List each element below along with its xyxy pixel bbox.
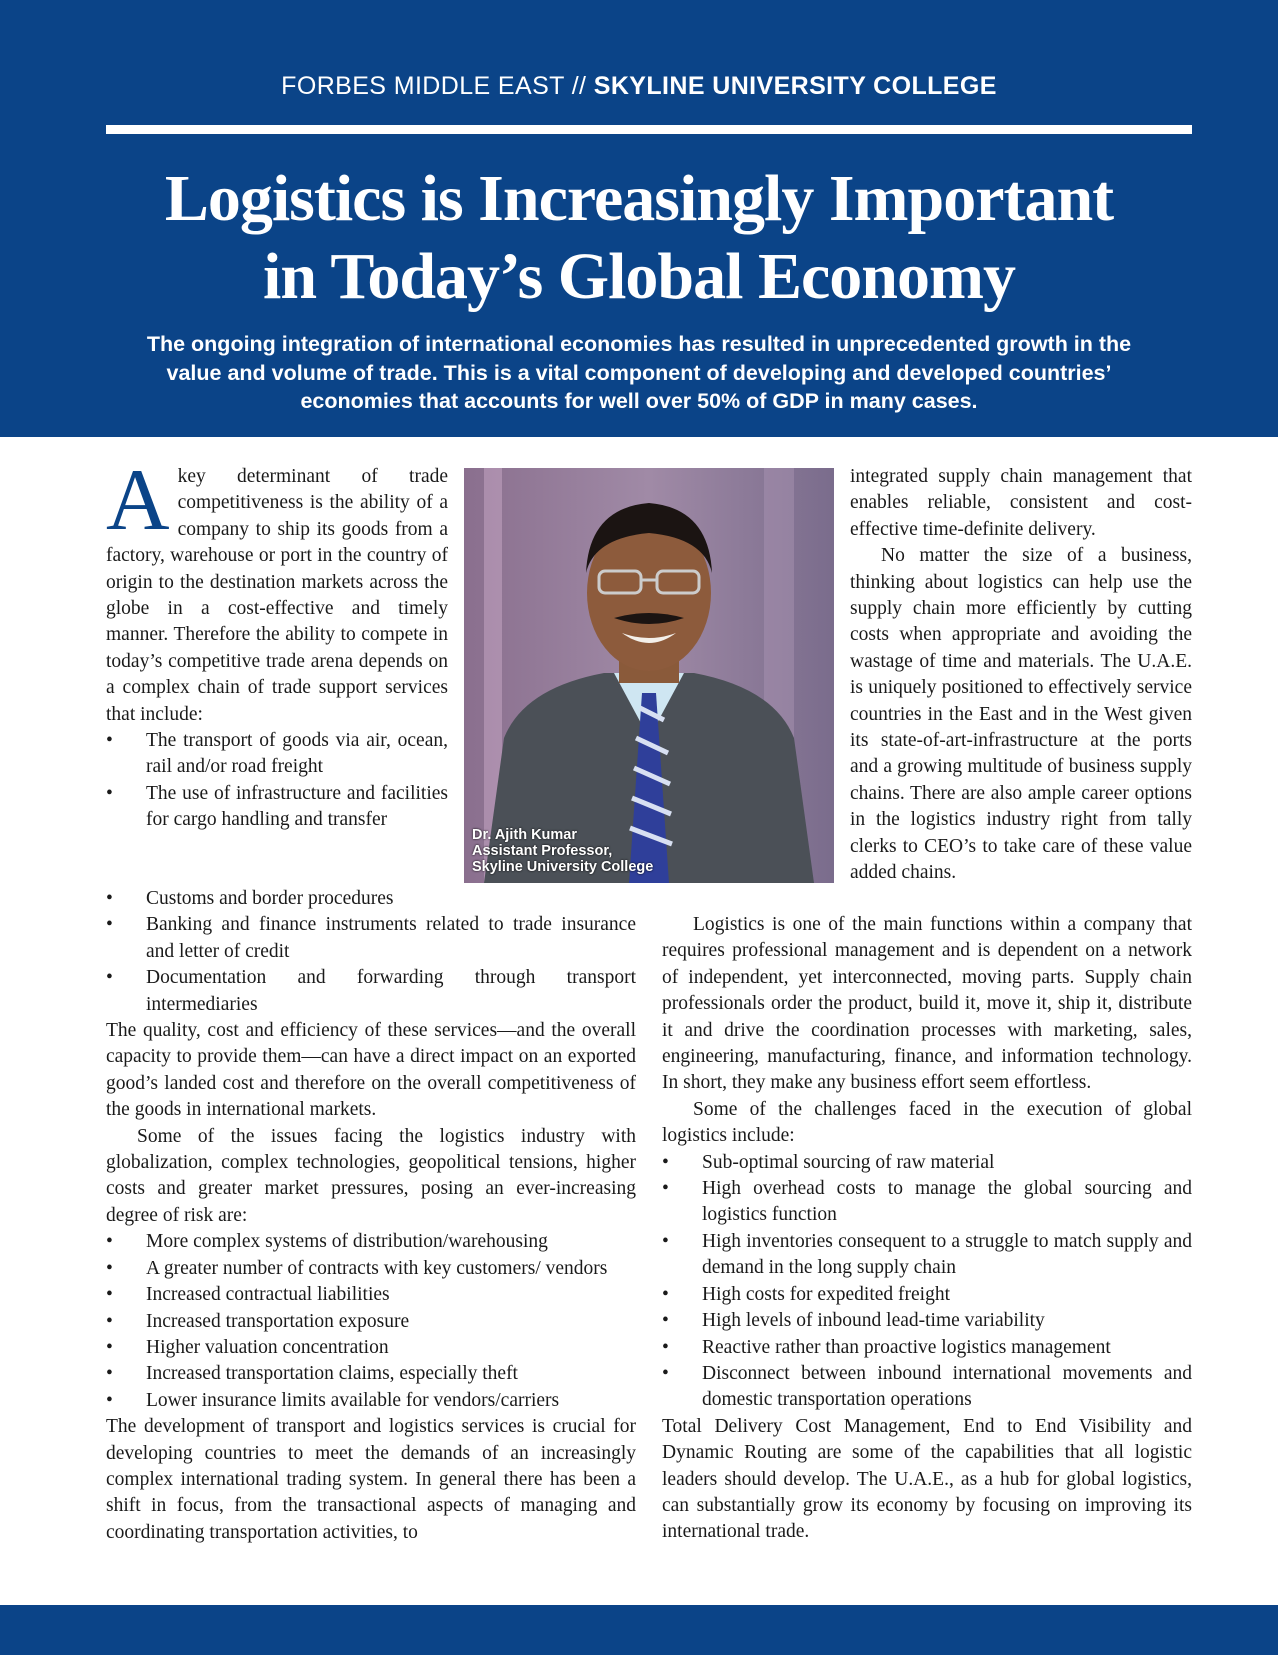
caption-title: Assistant Professor, — [472, 843, 613, 859]
title-line-2: in Today’s Global Economy — [263, 240, 1015, 313]
photo-caption — [472, 827, 653, 875]
list-item: • Customs and border procedures — [106, 886, 636, 912]
list-item: • Lower insurance limits available for vendors/carriers — [106, 1388, 636, 1414]
list-item: • Increased transportation claims, especially theft — [106, 1361, 636, 1387]
list-item: • Documentation and forwarding through transport intermediaries — [106, 965, 636, 1018]
quality-paragraph: The quality, cost and efficiency of these services—and the overall capacity to provide them—can have a direct impact on an exported good’s landed cost and therefore on the overall competitiveness of the goods in international markets. — [106, 1020, 636, 1121]
publication-kicker — [0, 72, 1278, 101]
challenges-list — [662, 1150, 1192, 1414]
list-item: • High levels of inbound lead-time variability — [662, 1308, 1192, 1334]
list-item: • The use of infrastructure and facilities for cargo handling and transfer — [106, 781, 448, 834]
list-item: • High overhead costs to manage the global sourcing and logistics function — [662, 1176, 1192, 1229]
column-right-top — [850, 464, 1192, 887]
author-photo — [464, 468, 834, 883]
issues-intro-paragraph: Some of the issues facing the logistics industry with globalization, complex technologies, geopolitical tensions, higher costs and greater market pressures, posing an ever-increasing degree of risk are: — [106, 1125, 636, 1226]
list-item: • A greater number of contracts with key customers/ vendors — [106, 1256, 636, 1282]
article-deck: The ongoing integration of international economies has resulted in unprecedented growth in the value and volume of trade. This is a vital component of developing and developed countries’ economies that accounts for well over 50% of GDP in many cases. — [146, 332, 1132, 413]
footer-band — [0, 1605, 1278, 1655]
caption-name: Dr. Ajith Kumar — [472, 827, 578, 843]
functions-paragraph: Logistics is one of the main functions within a company that requires professional management and is dependent on a network of independent, yet interconnected, moving parts. Supply chain professionals order the product, build it, move it, ship it, distribute it and drive the coordination processes with marketing, sales, engineering, manufacturing, finance, and information technology. In short, they make any business effort seem effortless. — [662, 914, 1192, 1094]
business-size-paragraph: No matter the size of a business, thinking about logistics can help use the supply chain more efficiently by cutting costs when appropriate and avoiding the wastage of time and materials. The U.A.E. is uniquely positioned to effectively service countries in the East and in the West given its state-of-art-infrastructure at the ports and a growing multitude of business supply chains. There are also ample career options in the logistics industry right from tally clerks to CEO’s to take care of these value added chains. — [850, 545, 1192, 884]
list-item: • Disconnect between inbound international movements and domestic transportation operations — [662, 1361, 1192, 1414]
article-title — [0, 160, 1278, 316]
caption-org: Skyline University College — [472, 859, 654, 875]
column-left-bottom — [106, 886, 636, 1546]
list-item: • Banking and finance instruments related to trade insurance and letter of credit — [106, 912, 636, 965]
issues-list — [106, 1229, 636, 1414]
column-left-top — [106, 452, 448, 834]
list-item: • Reactive rather than proactive logistics management — [662, 1335, 1192, 1361]
kicker-publication: FORBES MIDDLE EAST // — [281, 72, 594, 100]
kicker-institution: SKYLINE UNIVERSITY COLLEGE — [593, 72, 997, 100]
column-right-bottom — [662, 912, 1192, 1546]
conclusion-paragraph: Total Delivery Cost Management, End to End Visibility and Dynamic Routing are some of the capabilities that all logistic leaders should develop. The U.A.E., as a hub for global logistics, can substantially grow its economy by focusing on improving its international trade. — [662, 1415, 1192, 1543]
list-item: • Increased contractual liabilities — [106, 1282, 636, 1308]
title-line-1: Logistics is Increasingly Important — [164, 162, 1114, 235]
list-item: • High costs for expedited freight — [662, 1282, 1192, 1308]
drop-cap: A — [106, 452, 170, 549]
list-item: • Higher valuation concentration — [106, 1335, 636, 1361]
intro-paragraph: key determinant of trade competitiveness is the ability of a company to ship its goods from a factory, warehouse or port in the country of origin to the destination markets across the globe in a cost-effective and timely manner. Therefore the ability to compete in today’s competitive trade arena depends on a complex chain of trade support services that include: — [106, 466, 448, 725]
header-rule — [106, 125, 1192, 134]
challenges-intro-paragraph: Some of the challenges faced in the execution of global logistics include: — [662, 1098, 1192, 1147]
services-list-b — [106, 886, 636, 1018]
continuation-paragraph: integrated supply chain management that enables reliable, consistent and cost-effective time-definite delivery. — [850, 466, 1192, 540]
list-item: • Sub-optimal sourcing of raw material — [662, 1150, 1192, 1176]
development-paragraph: The development of transport and logistics services is crucial for developing countries to meet the demands of an increasingly complex international trading system. In general there has been a shift in focus, from the transactional aspects of managing and coordinating transportation activities, to — [106, 1416, 636, 1543]
list-item: • High inventories consequent to a struggle to match supply and demand in the long supply chain — [662, 1229, 1192, 1282]
list-item: • More complex systems of distribution/warehousing — [106, 1229, 636, 1255]
header-banner — [0, 0, 1278, 437]
portrait-image — [464, 468, 834, 883]
list-item: • Increased transportation exposure — [106, 1309, 636, 1335]
list-item: • The transport of goods via air, ocean, rail and/or road freight — [106, 728, 448, 781]
services-list-a — [106, 728, 448, 834]
